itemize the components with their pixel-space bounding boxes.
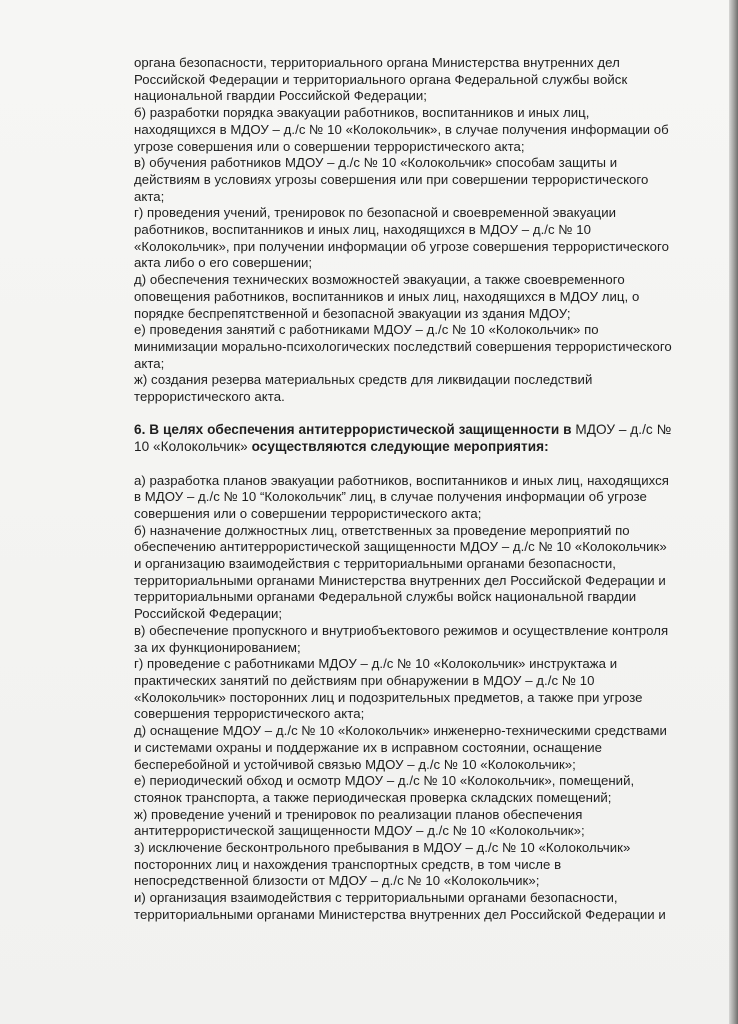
paragraph-line: совершения террористического акта; <box>134 706 365 722</box>
paragraph-line: непосредственной близости от МДОУ – д./с № 10 «Колокольчик»; <box>134 873 540 889</box>
scan-edge-shadow <box>729 0 738 1024</box>
heading-bold-part: осуществляются следующие мероприятия: <box>251 439 549 455</box>
paragraph-line: и организацию взаимодействия с территориальными органами безопасности, <box>134 556 616 572</box>
paragraph-line: з) исключение бесконтрольного пребывания в МДОУ – д./с № 10 «Колокольчик» <box>134 840 631 856</box>
paragraph-line: д) обеспечения технических возможностей эвакуации, а также своевременного <box>134 272 625 288</box>
paragraph-line: стоянок транспорта, а также периодическая проверка складских помещений; <box>134 789 612 805</box>
section-6-heading <box>134 422 724 455</box>
paragraph-line: оповещения работников, воспитанников и иных лиц, находящихся в МДОУ лиц, о <box>134 288 640 304</box>
paragraph-line: Российской Федерации; <box>134 606 283 622</box>
paragraph-line: террористического акта. <box>134 389 285 405</box>
paragraph-line: б) назначение должностных лиц, ответственных за проведение мероприятий по <box>134 522 630 538</box>
paragraph-line: в МДОУ – д./с № 10 “Колокольчик” лиц, в случае получения информации об угрозе <box>134 489 647 505</box>
paragraph-line: органа безопасности, территориального органа Министерства внутренних дел <box>134 55 620 70</box>
heading-normal-part: 10 «Колокольчик» <box>134 439 252 455</box>
paragraph-line: угрозе совершения или о совершении террористического акта; <box>134 138 525 154</box>
paragraph-line: работников, воспитанников и иных лиц, находящихся в МДОУ – д./с № 10 <box>134 222 592 238</box>
paragraph-line: а) разработка планов эвакуации работников, воспитанников и иных лиц, находящихся <box>134 472 669 488</box>
paragraph-line: территориальными органами Министерства внутренних дел Российской Федерации и <box>134 906 666 922</box>
heading-normal-part: МДОУ – д./с № <box>571 422 672 438</box>
spacer <box>134 456 724 473</box>
paragraph-line: совершения или о совершении террористического акта; <box>134 505 482 521</box>
paragraph-line: и системами охраны и поддержание их в исправном состоянии, оснащение <box>134 739 603 755</box>
paragraph-line: бесперебойной и устойчивой связью МДОУ – д./с № 10 «Колокольчик»; <box>134 756 576 772</box>
paragraph-line: практических занятий по действиям при обнаружении в МДОУ – д./с № 10 <box>134 672 595 688</box>
paragraph-line: национальной гвардии Российской Федерации; <box>134 88 427 104</box>
paragraph-line: в) обучения работников МДОУ – д./с № 10 «Колокольчик» способам защиты и <box>134 155 618 171</box>
paragraph-line: б) разработки порядка эвакуации работников, воспитанников и иных лиц, <box>134 105 590 121</box>
paragraph-line: акта; <box>134 188 165 204</box>
paragraph-line: находящихся в МДОУ – д./с № 10 «Колокольчик», в случае получения информации об <box>134 121 669 137</box>
paragraph-line: в) обеспечение пропускного и внутриобъектового режимов и осуществление контроля <box>134 622 669 638</box>
document-text <box>134 55 724 924</box>
paragraph-line: акта либо о его совершении; <box>134 255 313 271</box>
paragraph-line: г) проведения учений, тренировок по безопасной и своевременной эвакуации <box>134 205 617 221</box>
paragraph-line: г) проведение с работниками МДОУ – д./с № 10 «Колокольчик» инструктажа и <box>134 656 618 672</box>
paragraph-line: е) проведения занятий с работниками МДОУ – д./с № 10 «Колокольчик» по <box>134 322 599 338</box>
section-6-body <box>134 473 724 924</box>
paragraph-line: антитеррористической защищенности МДОУ – д./с № 10 «Колокольчик»; <box>134 823 585 839</box>
paragraph-line: ж) создания резерва материальных средств для ликвидации последствий <box>134 372 593 388</box>
paragraph-line: и) организация взаимодействия с территориальными органами безопасности, <box>134 890 618 906</box>
section-5-continued <box>134 55 724 406</box>
heading-line <box>134 439 724 456</box>
heading-line <box>134 422 724 439</box>
paragraph-line: д) оснащение МДОУ – д./с № 10 «Колокольчик» инженерно-техническими средствами <box>134 723 667 739</box>
paragraph-line: действиям в условиях угрозы совершения или при совершении террористического <box>134 171 649 187</box>
paragraph-line: Российской Федерации и территориального органа Федеральной службы войск <box>134 71 628 87</box>
paragraph-line: за их функционированием; <box>134 639 301 655</box>
paragraph-line: минимизации морально-психологических последствий совершения террористического <box>134 338 672 354</box>
paragraph-line: акта; <box>134 355 165 371</box>
paragraph-line: территориальными органами Федеральной службы войск национальной гвардии <box>134 589 637 605</box>
paragraph-line: обеспечению антитеррористической защищенности МДОУ – д./с № 10 «Колокольчик» <box>134 539 667 555</box>
paragraph-line: «Колокольчик», при получении информации об угрозе совершения террористического <box>134 238 670 254</box>
paragraph-line: ж) проведение учений и тренировок по реализации планов обеспечения <box>134 806 583 822</box>
paragraph-line: е) периодический обход и осмотр МДОУ – д./с № 10 «Колокольчик», помещений, <box>134 773 635 789</box>
paragraph-line: территориальными органами Министерства внутренних дел Российской Федерации и <box>134 572 666 588</box>
paragraph-line: посторонних лиц и нахождения транспортных средств, в том числе в <box>134 856 562 872</box>
paragraph-line: порядке беспрепятственной и безопасной эвакуации из здания МДОУ; <box>134 305 571 321</box>
heading-bold-part: 6. В целях обеспечения антитеррористической защищенности в <box>134 422 572 438</box>
spacer <box>134 406 724 423</box>
paragraph-line: «Колокольчик» посторонних лиц и подозрительных предметов, а также при угрозе <box>134 689 643 705</box>
